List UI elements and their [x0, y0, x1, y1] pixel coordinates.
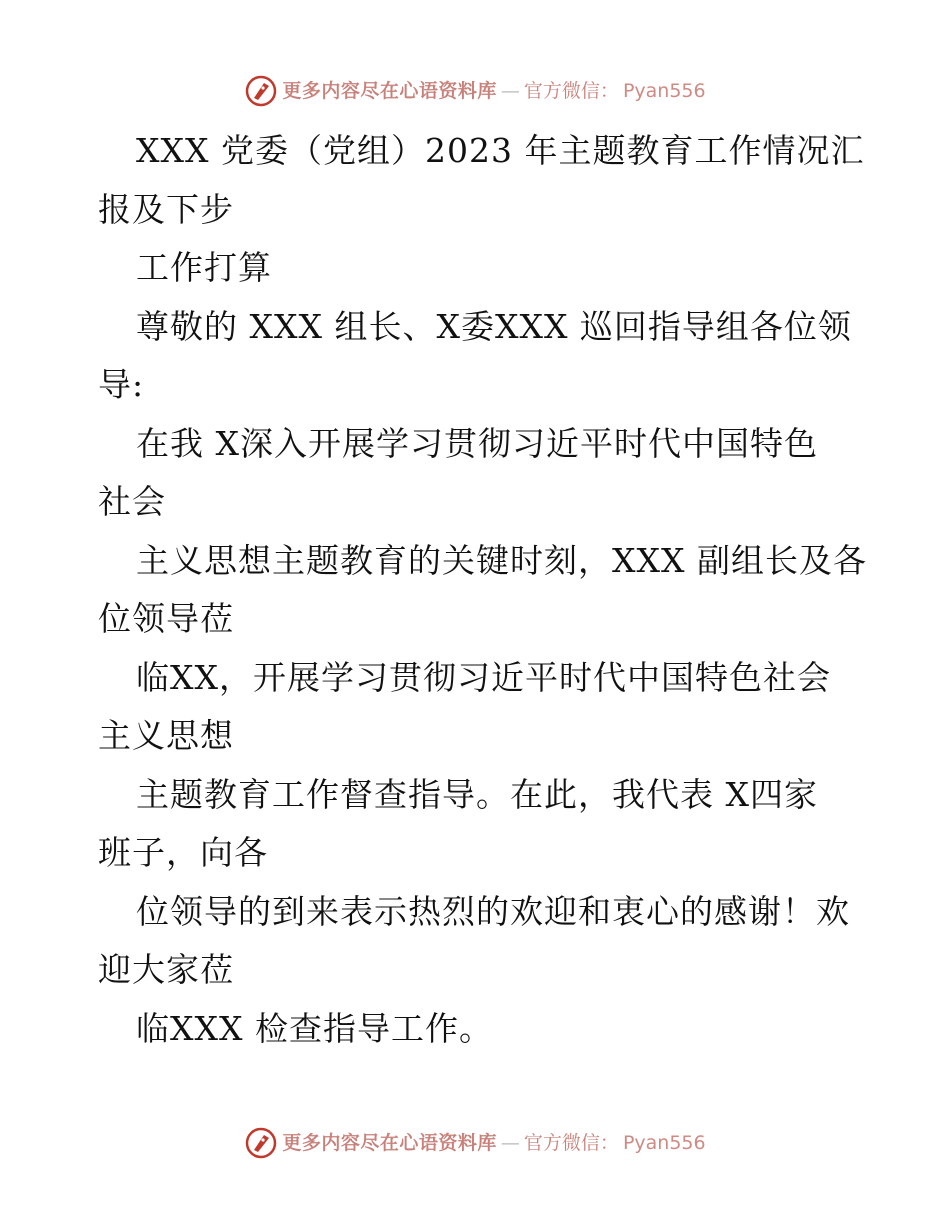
- body-line-4: 位领导莅: [98, 599, 234, 638]
- title-line-1: XXX 党委（党组）2023 年主题教育工作情况汇: [136, 131, 865, 170]
- body-line-2: 社会: [98, 482, 166, 521]
- pen-nib-circle-icon: [244, 74, 278, 108]
- watermark-separator: —: [500, 79, 520, 102]
- title-line-2: 报及下步: [98, 189, 234, 229]
- body-line-3: 主义思想主题教育的关键时刻，XXX 副组长及各: [136, 540, 867, 580]
- header-watermark: [0, 74, 950, 108]
- salutation-line-2: 导:: [98, 365, 145, 404]
- body-line-5: 临XX，开展学习贯彻习近平时代中国特色社会: [136, 657, 831, 697]
- document-body: [98, 122, 867, 1058]
- watermark-main-text: 更多内容尽在心语资料库: [282, 1131, 497, 1154]
- watermark-main-text: 更多内容尽在心语资料库: [282, 79, 497, 102]
- watermark-wechat-label: 官方微信：: [523, 1131, 619, 1154]
- title-line-3: 工作打算: [136, 248, 272, 287]
- body-line-11: 临XXX 检查指导工作。: [136, 1008, 493, 1048]
- body-line-6: 主义思想: [98, 716, 234, 755]
- footer-watermark: [0, 1126, 950, 1160]
- body-line-8: 班子，向各: [98, 833, 268, 872]
- salutation-line-1: 尊敬的 XXX 组长、X委XXX 巡回指导组各位领: [136, 306, 852, 346]
- body-line-7: 主题教育工作督查指导。在此，我代表 X四家: [136, 774, 818, 814]
- body-line-1: 在我 X深入开展学习贯彻习近平时代中国特色: [136, 423, 818, 463]
- watermark-separator: —: [500, 1131, 520, 1154]
- pen-nib-circle-icon: [244, 1126, 278, 1160]
- watermark-wechat-id: Pyan556: [622, 79, 706, 102]
- body-line-9: 位领导的到来表示热烈的欢迎和衷心的感谢！欢: [136, 891, 850, 931]
- body-line-10: 迎大家莅: [98, 950, 234, 989]
- watermark-wechat-label: 官方微信：: [523, 79, 619, 102]
- watermark-wechat-id: Pyan556: [622, 1131, 706, 1154]
